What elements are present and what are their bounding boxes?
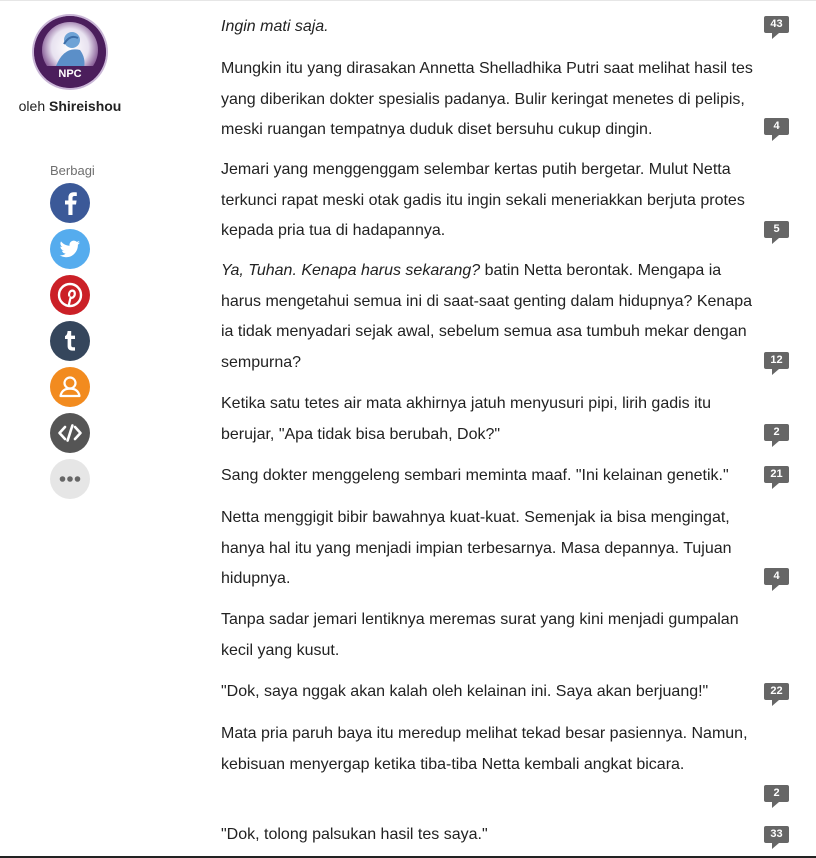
share-pinterest-button[interactable] <box>50 275 90 315</box>
author-byline <box>0 98 140 114</box>
paragraph-text: "Dok, tolong palsukan hasil tes saya." <box>221 826 488 843</box>
code-icon <box>50 413 90 453</box>
story-paragraph <box>221 820 761 851</box>
story-paragraph <box>221 12 761 43</box>
story-paragraph <box>221 605 761 666</box>
story-paragraph <box>221 719 761 780</box>
story-paragraph <box>221 389 761 450</box>
user-icon <box>50 367 90 407</box>
paragraph-text: Tanpa sadar jemari lentiknya meremas surat yang kini menjadi gumpalan kecil yang kusut. <box>221 611 739 659</box>
tumblr-icon <box>50 321 90 361</box>
story-paragraph <box>221 256 761 378</box>
paragraph-text: Jemari yang menggenggam selembar kertas putih bergetar. Mulut Netta terkunci rapat meski otak gadis itu ingin sekali meneriakkan berjuta protes kepada pria tua di hadapannya. <box>221 161 745 239</box>
story-paragraph <box>221 677 761 708</box>
comment-count-badge[interactable]: 4 <box>764 118 789 135</box>
share-tumblr-button[interactable] <box>50 321 90 361</box>
comment-count-badge[interactable]: 33 <box>764 826 789 843</box>
paragraph-text: "Dok, saya nggak akan kalah oleh kelainan ini. Saya akan berjuang!" <box>221 683 709 700</box>
paragraph-text: batin Netta berontak. Mengapa ia harus mengetahui semua ini di saat-saat genting dalam hidupnya? Kenapa ia tidak menyadari sejak awal, sebelum semua asa tumbuh mekar dengan sempurna? <box>221 262 753 371</box>
facebook-icon <box>50 183 90 223</box>
share-user-button[interactable] <box>50 367 90 407</box>
comment-count-badge[interactable]: 21 <box>764 466 789 483</box>
share-more-button[interactable] <box>50 459 90 499</box>
paragraph-text: Netta menggigit bibir bawahnya kuat-kuat. Semenjak ia bisa mengingat, hanya hal itu yang menjadi impian terbesarnya. Masa depannya. Tujuan hidupnya. <box>221 509 732 587</box>
comment-count-badge[interactable]: 22 <box>764 683 789 700</box>
story-paragraph <box>221 155 761 247</box>
paragraph-italic: Ya, Tuhan. Kenapa harus sekarang? <box>221 262 481 279</box>
comment-count-badge[interactable]: 12 <box>764 352 789 369</box>
paragraph-text: Mungkin itu yang dirasakan Annetta Shelladhika Putri saat melihat hasil tes yang diberikan dokter spesialis padanya. Bulir keringat menetes di pelipis, meski ruangan tempatnya duduk diset bersuhu cukup dingin. <box>221 60 753 138</box>
comment-count-badge[interactable]: 43 <box>764 16 789 33</box>
avatar-text: NPC <box>58 68 82 80</box>
author-avatar[interactable] <box>34 16 106 88</box>
share-twitter-button[interactable] <box>50 229 90 269</box>
share-facebook-button[interactable] <box>50 183 90 223</box>
paragraph-italic: Ingin mati saja. <box>221 18 329 35</box>
comment-count-badge[interactable]: 2 <box>764 785 789 802</box>
top-divider <box>0 0 816 1</box>
story-paragraph <box>221 54 761 146</box>
author-name-link[interactable]: Shireishou <box>49 98 122 114</box>
comment-count-badge[interactable]: 4 <box>764 568 789 585</box>
paragraph-text: Sang dokter menggeleng sembari meminta maaf. "Ini kelainan genetik." <box>221 467 729 484</box>
pinterest-icon <box>50 275 90 315</box>
share-embed-button[interactable] <box>50 413 90 453</box>
more-icon <box>50 459 90 499</box>
story-paragraph <box>221 503 761 595</box>
comment-count-badge[interactable]: 5 <box>764 221 789 238</box>
paragraph-text: Mata pria paruh baya itu meredup melihat tekad besar pasiennya. Namun, kebisuan menyergap ketika tiba-tiba Netta kembali angkat bicara. <box>221 725 748 773</box>
share-list <box>50 183 90 505</box>
comment-count-badge[interactable]: 2 <box>764 424 789 441</box>
avatar-logo <box>34 16 106 88</box>
author-prefix: oleh <box>18 98 46 114</box>
share-title: Berbagi <box>50 163 95 178</box>
twitter-icon <box>50 229 90 269</box>
paragraph-text: Ketika satu tetes air mata akhirnya jatuh menyusuri pipi, lirih gadis itu berujar, "Apa tidak bisa berubah, Dok?" <box>221 395 712 443</box>
story-paragraph <box>221 461 761 492</box>
